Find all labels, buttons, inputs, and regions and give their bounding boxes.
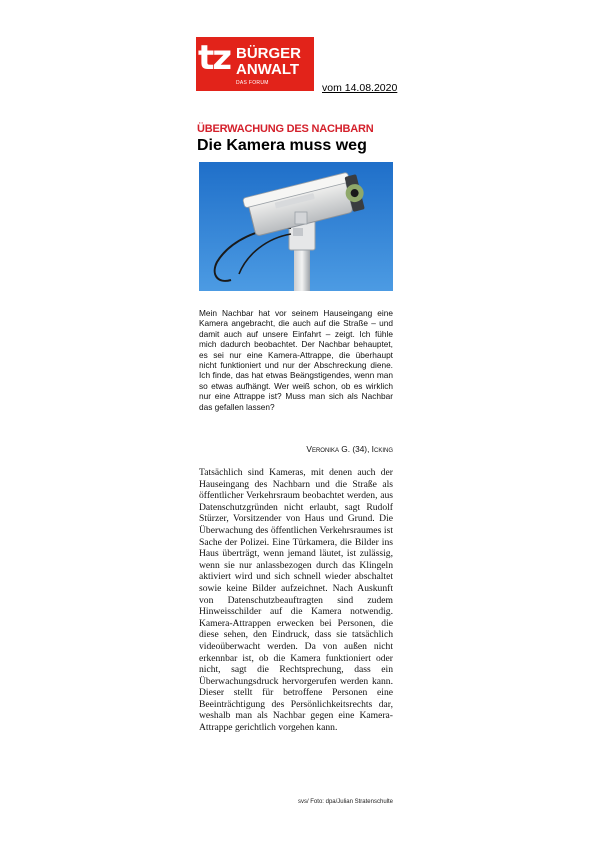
reader-question: Mein Nachbar hat vor seinem Hauseingang eine Kamera angebracht, die auch auf die Straße – und damit auch auf unsere Einfahrt – zeigt. Ich fühle mich dadurch beobachtet. Der Nachbar behauptet, es sei nur eine Kamera-Attrappe, die überhaupt nicht funktioniert und nur der Abschreckung diene. Ich finde, das hat etwas Beängstigendes, wenn man so etwas aufhängt. Wer weiß schon, ob es wirklich nur eine Attrappe ist? Muss man sich als Nachbar das gefallen lassen? — [199, 308, 393, 412]
expert-answer: Tatsächlich sind Kameras, mit denen auch der Hauseingang des Nachbarn und die Straße als öffentlicher Verkehrsraum beobachtet werden, aus Datenschutzgründen nicht erlaubt, sagt Rudolf Stürzer, Vorsitzender von Haus und Grund. Die Überwachung des öffentlichen Verkehrsraumes ist Sache der Polizei. Eine Türkamera, die Bilder ins Haus überträgt, wenn jemand läutet, ist zulässig, wenn sie nur anlassbezogen durch das Klingeln aktiviert wird und sich schnell wieder abschaltet sowie keine Bilder aufzeichnet. Nach Auskunft von Datenschutzbeauftragten sind zudem Hinweisschilder auf die Kamera notwendig. Kamera-Attrappen erwecken bei Personen, die diese sehen, den Eindruck, dass sie tatsächlich videoüberwacht werden. Da von außen nicht erkennbar ist, ob die Kamera funktioniert oder nicht, sagt die Rechtsprechung, dass ein Überwachungsdruck hervorgerufen werden kann. Dieser stellt für betroffene Personen eine Beeinträchtigung des Persönlichkeitsrechts dar, weshalb man als Nachbar gegen eine Kamera-Attrappe gerichtlich vorgehen kann. — [199, 467, 393, 734]
article-kicker: ÜBERWACHUNG DES NACHBARN — [197, 123, 374, 135]
tz-buergeranwalt-logo — [196, 37, 314, 91]
author-photo-credit: svs/ Foto: dpa/Julian Stratenschulte — [297, 799, 393, 805]
logo-line-das-forum: DAS FORUM — [236, 80, 269, 86]
surveillance-camera-photo — [199, 162, 393, 291]
publication-date: vom 14.08.2020 — [322, 82, 398, 94]
camera-illustration — [199, 162, 393, 291]
reader-signature: Veronika G. (34), Icking — [306, 444, 393, 454]
article-headline: Die Kamera muss weg — [197, 137, 367, 154]
logo-mark: tz — [198, 38, 231, 78]
logo-line-anwalt: ANWALT — [236, 61, 300, 78]
logo-line-buerger: BÜRGER — [236, 45, 302, 62]
